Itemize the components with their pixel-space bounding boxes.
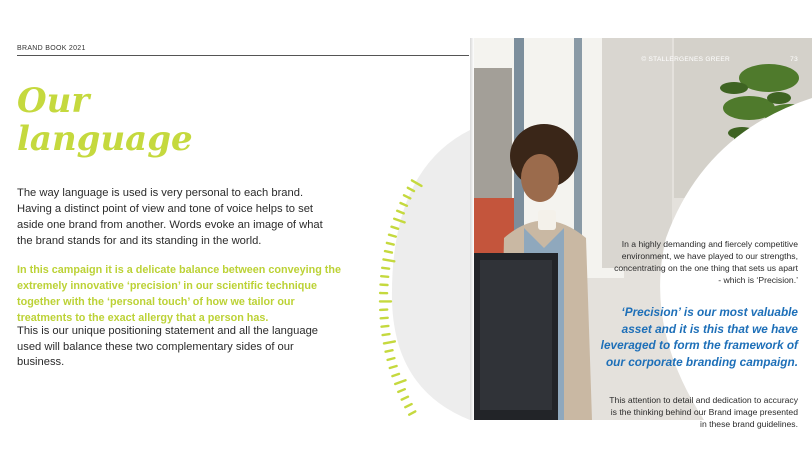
- highlight-paragraph: In this campaign it is a delicate balance between conveying the extremely innovative ‘precision’ in our scientific technique together with the ‘personal touch’ of how we tailor our treatments to the exact allergy that a person has.: [17, 264, 342, 324]
- arc-tick: [408, 188, 414, 191]
- arc-tick: [386, 350, 393, 352]
- arc-tick: [389, 235, 396, 237]
- arc-tick: [390, 366, 397, 368]
- arc-tick: [394, 219, 404, 223]
- arc-tick: [383, 334, 390, 335]
- arc-tick: [395, 380, 405, 384]
- page-title: [17, 82, 217, 158]
- title-line-1: Our: [17, 81, 90, 121]
- pull-quote: ‘Precision’ is our most valuable asset and it is this that we have leveraged to form the framework of our corporate branding campaign.: [600, 305, 798, 369]
- strengths-paragraph: In a highly demanding and fiercely competitive environment, we have played to our strengths, concentrating on the one thing that sets us apart - which is ‘Precision.’: [614, 239, 798, 285]
- arc-tick: [384, 341, 395, 343]
- arc-tick: [384, 259, 395, 261]
- arc-tick: [392, 374, 399, 376]
- arc-tick: [387, 243, 394, 245]
- copyright-notice: © STALLERGENES GREER: [641, 56, 731, 63]
- detail-paragraph: This attention to detail and dedication to accuracy is the thinking behind our Brand image presented in these brand guidelines.: [609, 395, 798, 429]
- arc-tick: [405, 404, 411, 407]
- arc-tick: [385, 251, 392, 253]
- intro-paragraph: The way language is used is very personal to each brand. Having a distinct point of view and tone of voice helps to set aside one brand from another. Words evoke an image of what the brand stands for and its standing in the world.: [17, 187, 323, 247]
- positioning-paragraph: This is our unique positioning statement and all the language used will balance these two complementary sides of our business.: [17, 325, 319, 368]
- arc-tick: [404, 195, 410, 198]
- arc-tick: [397, 211, 404, 214]
- arc-tick: [409, 411, 415, 414]
- arc-tick: [402, 397, 408, 400]
- arc-tick: [388, 358, 395, 360]
- right-page: [474, 38, 812, 429]
- arc-tick: [392, 227, 399, 229]
- arc-tick: [401, 203, 407, 206]
- running-head: BRAND BOOK 2021: [17, 45, 86, 52]
- title-line-2: language: [17, 119, 193, 159]
- arc-tick: [412, 180, 422, 186]
- arc-tick: [382, 326, 389, 327]
- page-folio: [641, 56, 798, 63]
- arc-tick: [382, 268, 389, 269]
- arc-tick: [398, 389, 405, 392]
- page-number: 73: [790, 56, 798, 63]
- arc-tick: [381, 318, 388, 319]
- arc-tick: [381, 276, 388, 277]
